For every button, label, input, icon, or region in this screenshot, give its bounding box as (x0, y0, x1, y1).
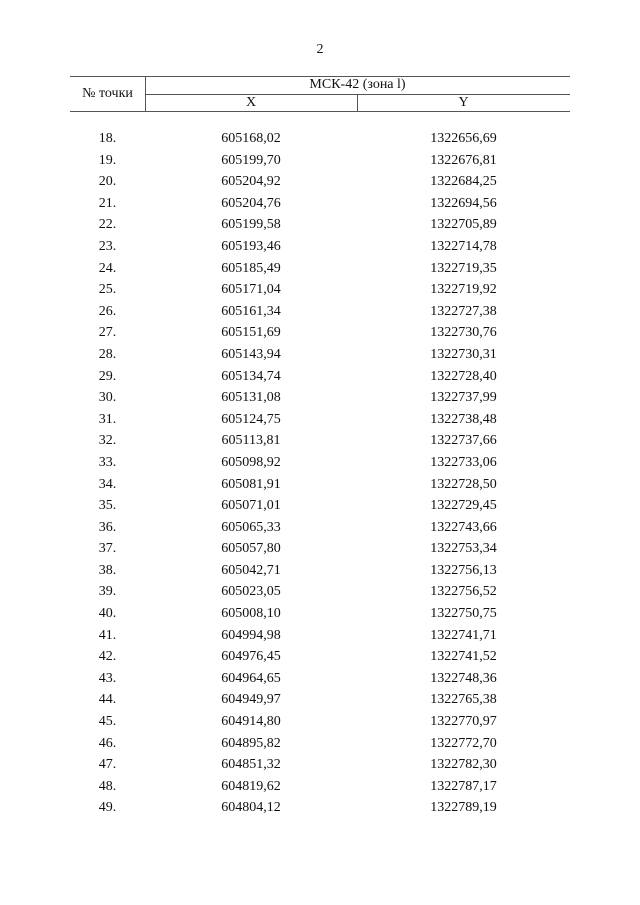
y-coordinate-cell: 1322770,97 (430, 714, 497, 730)
table-row (70, 409, 570, 431)
y-coordinate-cell: 1322756,52 (430, 584, 497, 600)
point-number-cell: 35. (98, 498, 117, 514)
y-coordinate-cell: 1322756,13 (430, 562, 497, 578)
x-coordinate-cell: 605204,76 (221, 195, 281, 211)
x-coordinate-cell: 605081,91 (221, 476, 281, 492)
x-coordinate-cell: 604964,65 (221, 670, 281, 686)
x-coordinate-cell: 605161,34 (221, 303, 281, 319)
point-number-cell: 25. (98, 282, 117, 298)
table-row (70, 517, 570, 539)
x-coordinate-cell: 605023,05 (221, 584, 281, 600)
table-row (70, 366, 570, 388)
table-row (70, 301, 570, 323)
y-coordinate-cell: 1322787,17 (430, 778, 497, 794)
y-coordinate-cell: 1322741,71 (430, 627, 497, 643)
y-coordinate-cell: 1322772,70 (430, 735, 497, 751)
x-coordinate-cell: 605124,75 (221, 411, 281, 427)
table-row (70, 754, 570, 776)
point-number-cell: 31. (98, 411, 117, 427)
table-row (70, 344, 570, 366)
x-coordinate-cell: 605143,94 (221, 346, 281, 362)
point-number-cell: 34. (98, 476, 117, 492)
point-number-cell: 48. (98, 778, 117, 794)
y-coordinate-cell: 1322719,92 (430, 282, 497, 298)
y-coordinate-cell: 1322714,78 (430, 238, 497, 254)
x-coordinate-cell: 605168,02 (221, 131, 281, 146)
y-coordinate-cell: 1322728,40 (430, 368, 497, 384)
x-coordinate-cell: 604851,32 (221, 757, 281, 773)
point-number-cell: 40. (98, 606, 117, 622)
table-row (70, 797, 570, 819)
point-number-cell: 41. (98, 627, 117, 643)
y-coordinate-cell: 1322730,31 (430, 346, 497, 362)
y-coordinate-cell: 1322684,25 (430, 174, 497, 190)
y-coordinate-cell: 1322694,56 (430, 195, 497, 211)
table-row (70, 322, 570, 344)
page-number: 2 (316, 42, 324, 57)
point-number-cell: 29. (98, 368, 117, 384)
point-number-header: № точки (82, 86, 133, 101)
x-column-header: X (245, 95, 257, 110)
x-coordinate-cell: 604949,97 (221, 692, 281, 708)
table-row (70, 214, 570, 236)
point-number-cell: 39. (98, 584, 117, 600)
coordinates-table-body (70, 128, 570, 819)
table-header (70, 76, 570, 112)
point-number-cell: 46. (98, 735, 117, 751)
point-number-cell: 21. (98, 195, 117, 211)
y-coordinate-cell: 1322728,50 (430, 476, 497, 492)
x-coordinate-cell: 604895,82 (221, 735, 281, 751)
point-number-cell: 45. (98, 714, 117, 730)
y-coordinate-cell: 1322676,81 (430, 152, 497, 168)
table-row (70, 495, 570, 517)
table-row (70, 279, 570, 301)
y-coordinate-cell: 1322729,45 (430, 498, 497, 514)
table-row (70, 538, 570, 560)
coordinate-system-header: МСК-42 (зона l) (309, 77, 406, 92)
y-coordinate-cell: 1322727,38 (430, 303, 497, 319)
table-row (70, 193, 570, 215)
point-number-cell: 44. (98, 692, 117, 708)
point-number-cell: 32. (98, 433, 117, 449)
y-coordinate-cell: 1322782,30 (430, 757, 497, 773)
x-coordinate-cell: 605134,74 (221, 368, 281, 384)
x-coordinate-cell: 605071,01 (221, 498, 281, 514)
y-coordinate-cell: 1322750,75 (430, 606, 497, 622)
y-coordinate-cell: 1322765,38 (430, 692, 497, 708)
x-coordinate-cell: 605065,33 (221, 519, 281, 535)
y-coordinate-cell: 1322733,06 (430, 454, 497, 470)
point-number-cell: 24. (98, 260, 117, 276)
x-coordinate-cell: 605199,70 (221, 152, 281, 168)
table-row (70, 236, 570, 258)
table-row (70, 733, 570, 755)
table-row (70, 689, 570, 711)
x-coordinate-cell: 604819,62 (221, 778, 281, 794)
x-coordinate-cell: 605151,69 (221, 325, 281, 341)
table-row (70, 474, 570, 496)
point-number-cell: 37. (98, 541, 117, 557)
table-row (70, 560, 570, 582)
point-number-cell: 28. (98, 346, 117, 362)
y-coordinate-cell: 1322743,66 (430, 519, 497, 535)
x-coordinate-cell: 605131,08 (221, 390, 281, 406)
x-coordinate-cell: 605199,58 (221, 217, 281, 233)
point-number-cell: 19. (98, 152, 117, 168)
y-coordinate-cell: 1322719,35 (430, 260, 497, 276)
y-coordinate-cell: 1322737,99 (430, 390, 497, 406)
point-number-cell: 30. (98, 390, 117, 406)
y-coordinate-cell: 1322737,66 (430, 433, 497, 449)
point-number-cell: 49. (98, 800, 117, 816)
x-coordinate-cell: 604914,80 (221, 714, 281, 730)
table-row (70, 430, 570, 452)
y-coordinate-cell: 1322738,48 (430, 411, 497, 427)
point-number-cell: 47. (98, 757, 117, 773)
point-number-cell: 36. (98, 519, 117, 535)
y-coordinate-cell: 1322753,34 (430, 541, 497, 557)
y-coordinate-cell: 1322748,36 (430, 670, 497, 686)
table-row (70, 776, 570, 798)
x-coordinate-cell: 604994,98 (221, 627, 281, 643)
x-coordinate-cell: 605042,71 (221, 562, 281, 578)
y-coordinate-cell: 1322705,89 (430, 217, 497, 233)
x-coordinate-cell: 605204,92 (221, 174, 281, 190)
table-row (70, 711, 570, 733)
point-number-cell: 20. (98, 174, 117, 190)
point-number-cell: 43. (98, 670, 117, 686)
y-column-header: Y (458, 95, 469, 110)
x-coordinate-cell: 605057,80 (221, 541, 281, 557)
y-coordinate-cell: 1322730,76 (430, 325, 497, 341)
table-row (70, 387, 570, 409)
x-coordinate-cell: 605008,10 (221, 606, 281, 622)
x-coordinate-cell: 605113,81 (221, 433, 281, 449)
table-row (70, 258, 570, 280)
point-number-cell: 27. (98, 325, 117, 341)
x-coordinate-cell: 605171,04 (221, 282, 281, 298)
point-number-cell: 33. (98, 454, 117, 470)
table-row (70, 452, 570, 474)
table-row (70, 646, 570, 668)
table-row (70, 128, 570, 150)
point-number-cell: 22. (98, 217, 117, 233)
x-coordinate-cell: 605098,92 (221, 454, 281, 470)
x-coordinate-cell: 604976,45 (221, 649, 281, 665)
table-row (70, 581, 570, 603)
y-coordinate-cell: 1322656,69 (430, 131, 497, 146)
point-number-cell: 42. (98, 649, 117, 665)
point-number-cell: 23. (98, 238, 117, 254)
point-number-cell: 26. (98, 303, 117, 319)
table-row (70, 171, 570, 193)
x-coordinate-cell: 604804,12 (221, 800, 281, 816)
table-row (70, 150, 570, 172)
table-row (70, 603, 570, 625)
point-number-cell: 18. (98, 131, 117, 146)
x-coordinate-cell: 605185,49 (221, 260, 281, 276)
y-coordinate-cell: 1322789,19 (430, 800, 497, 816)
point-number-cell: 38. (98, 562, 117, 578)
table-row (70, 668, 570, 690)
y-coordinate-cell: 1322741,52 (430, 649, 497, 665)
table-row (70, 625, 570, 647)
x-coordinate-cell: 605193,46 (221, 238, 281, 254)
